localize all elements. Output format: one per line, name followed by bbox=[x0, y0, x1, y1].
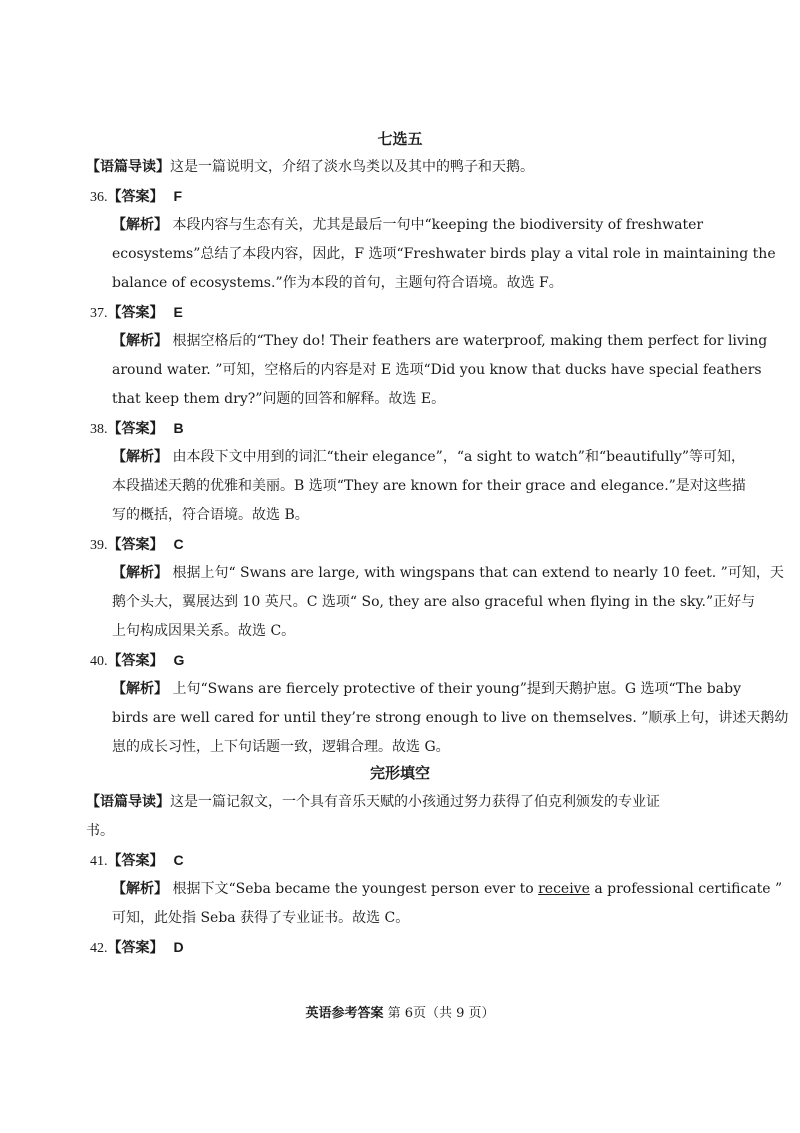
guide-text: 这是一篇说明文，介绍了淡水鸟类以及其中的鸭子和天鹅。 bbox=[170, 159, 534, 175]
section-title-seven-choose-five: 七选五 bbox=[377, 130, 423, 148]
footer-page-number: 第 6页（共 9 页） bbox=[387, 1006, 495, 1021]
answer-tag: 【答案】 bbox=[107, 653, 164, 669]
question-number: 38. bbox=[90, 422, 108, 437]
analysis-tag: 【解析】 bbox=[112, 881, 168, 897]
answer-row-42 bbox=[90, 937, 184, 959]
analysis-line bbox=[112, 447, 745, 467]
question-number: 36. bbox=[90, 190, 108, 205]
guide-tag: 【语篇导读】 bbox=[86, 794, 170, 810]
answer-letter: D bbox=[173, 939, 184, 955]
answer-tag: 【答案】 bbox=[107, 853, 164, 869]
answer-row-41 bbox=[90, 850, 184, 872]
analysis-line bbox=[112, 879, 782, 899]
underlined-word: receive bbox=[538, 881, 590, 897]
analysis-line: 鹅个头大，翼展达到 10 英尺。C 选项“ So, they are also graceful when flying in the sky.”正好与 bbox=[112, 594, 756, 610]
answer-tag: 【答案】 bbox=[107, 189, 164, 205]
answer-letter: E bbox=[173, 304, 183, 320]
analysis-text: 根据空格后的“They do! Their feathers are waterproof, making them perfect for living bbox=[172, 333, 768, 349]
guide-text: 这是一篇记叙文，一个具有音乐天赋的小孩通过努力获得了伯克利颁发的专业证 bbox=[170, 794, 660, 810]
analysis-text: 根据上句“ Swans are large, with wingspans that can extend to nearly 10 feet. ”可知，天 bbox=[172, 565, 784, 581]
answer-row-38 bbox=[90, 418, 184, 440]
section-guide bbox=[86, 792, 660, 812]
analysis-line: ecosystems”总结了本段内容，因此，F 选项“Freshwater birds play a vital role in maintaining the bbox=[112, 246, 776, 262]
answer-letter: C bbox=[173, 852, 184, 868]
section-guide bbox=[86, 157, 534, 177]
analysis-tag: 【解析】 bbox=[112, 217, 168, 233]
question-number: 39. bbox=[90, 538, 108, 553]
answer-letter: G bbox=[173, 652, 185, 668]
answer-tag: 【答案】 bbox=[107, 421, 164, 437]
answer-row-36 bbox=[90, 186, 182, 208]
answer-tag: 【答案】 bbox=[107, 537, 164, 553]
analysis-line bbox=[112, 563, 784, 583]
analysis-line: 本段描述天鹅的优雅和美丽。B 选项“They are known for their grace and elegance.”是对这些描 bbox=[112, 478, 746, 494]
analysis-text: 由本段下文中用到的词汇“their elegance”，“a sight to watch”和“beautifully”等可知， bbox=[172, 449, 746, 465]
answer-tag: 【答案】 bbox=[107, 940, 164, 956]
analysis-line: 崽的成长习性，上下句话题一致，逻辑合理。故选 G。 bbox=[112, 739, 450, 755]
question-number: 42. bbox=[90, 941, 108, 956]
analysis-tag: 【解析】 bbox=[112, 333, 168, 349]
analysis-line bbox=[112, 331, 767, 351]
answer-row-37 bbox=[90, 302, 183, 324]
analysis-text: 根据下文“Seba became the youngest person ever to bbox=[172, 881, 539, 897]
question-number: 37. bbox=[90, 306, 108, 321]
answer-letter: B bbox=[173, 420, 184, 436]
analysis-line: that keep them dry?”问题的回答和解释。故选 E。 bbox=[112, 391, 446, 407]
guide-tag: 【语篇导读】 bbox=[86, 159, 170, 175]
question-number: 40. bbox=[90, 654, 108, 669]
analysis-tag: 【解析】 bbox=[112, 681, 168, 697]
analysis-line: birds are well cared for until they’re strong enough to live on themselves. ”顺承上句，讲述天鹅幼 bbox=[112, 710, 789, 726]
analysis-text: 本段内容与生态有关，尤其是最后一句中“keeping the biodiversity of freshwater bbox=[172, 217, 704, 233]
analysis-tag: 【解析】 bbox=[112, 449, 168, 465]
footer-subject: 英语参考答案 bbox=[305, 1006, 384, 1021]
section-guide-continued: 书。 bbox=[86, 823, 114, 839]
analysis-text: a professional certificate ” bbox=[589, 881, 783, 897]
analysis-line: 上句构成因果关系。故选 C。 bbox=[112, 623, 296, 639]
section-title-cloze: 完形填空 bbox=[369, 764, 430, 782]
analysis-line bbox=[112, 215, 703, 235]
answer-letter: C bbox=[173, 536, 184, 552]
question-number: 41. bbox=[90, 854, 108, 869]
answer-row-39 bbox=[90, 534, 184, 556]
answer-tag: 【答案】 bbox=[107, 305, 164, 321]
analysis-text: 上句“Swans are fiercely protective of their young”提到天鹅护崽。G 选项“The baby bbox=[172, 681, 741, 697]
analysis-line: 可知，此处指 Seba 获得了专业证书。故选 C。 bbox=[112, 910, 410, 926]
analysis-line: around water. ”可知，空格后的内容是对 E 选项“Did you know that ducks have special feathers bbox=[112, 362, 762, 378]
analysis-line: 写的概括，符合语境。故选 B。 bbox=[112, 507, 309, 523]
analysis-line bbox=[112, 679, 741, 699]
analysis-tag: 【解析】 bbox=[112, 565, 168, 581]
answer-letter: F bbox=[173, 188, 183, 204]
page-footer bbox=[0, 1002, 800, 1021]
answer-row-40 bbox=[90, 650, 184, 672]
analysis-line: balance of ecosystems.”作为本段的首句，主题句符合语境。故选 F。 bbox=[112, 275, 563, 291]
